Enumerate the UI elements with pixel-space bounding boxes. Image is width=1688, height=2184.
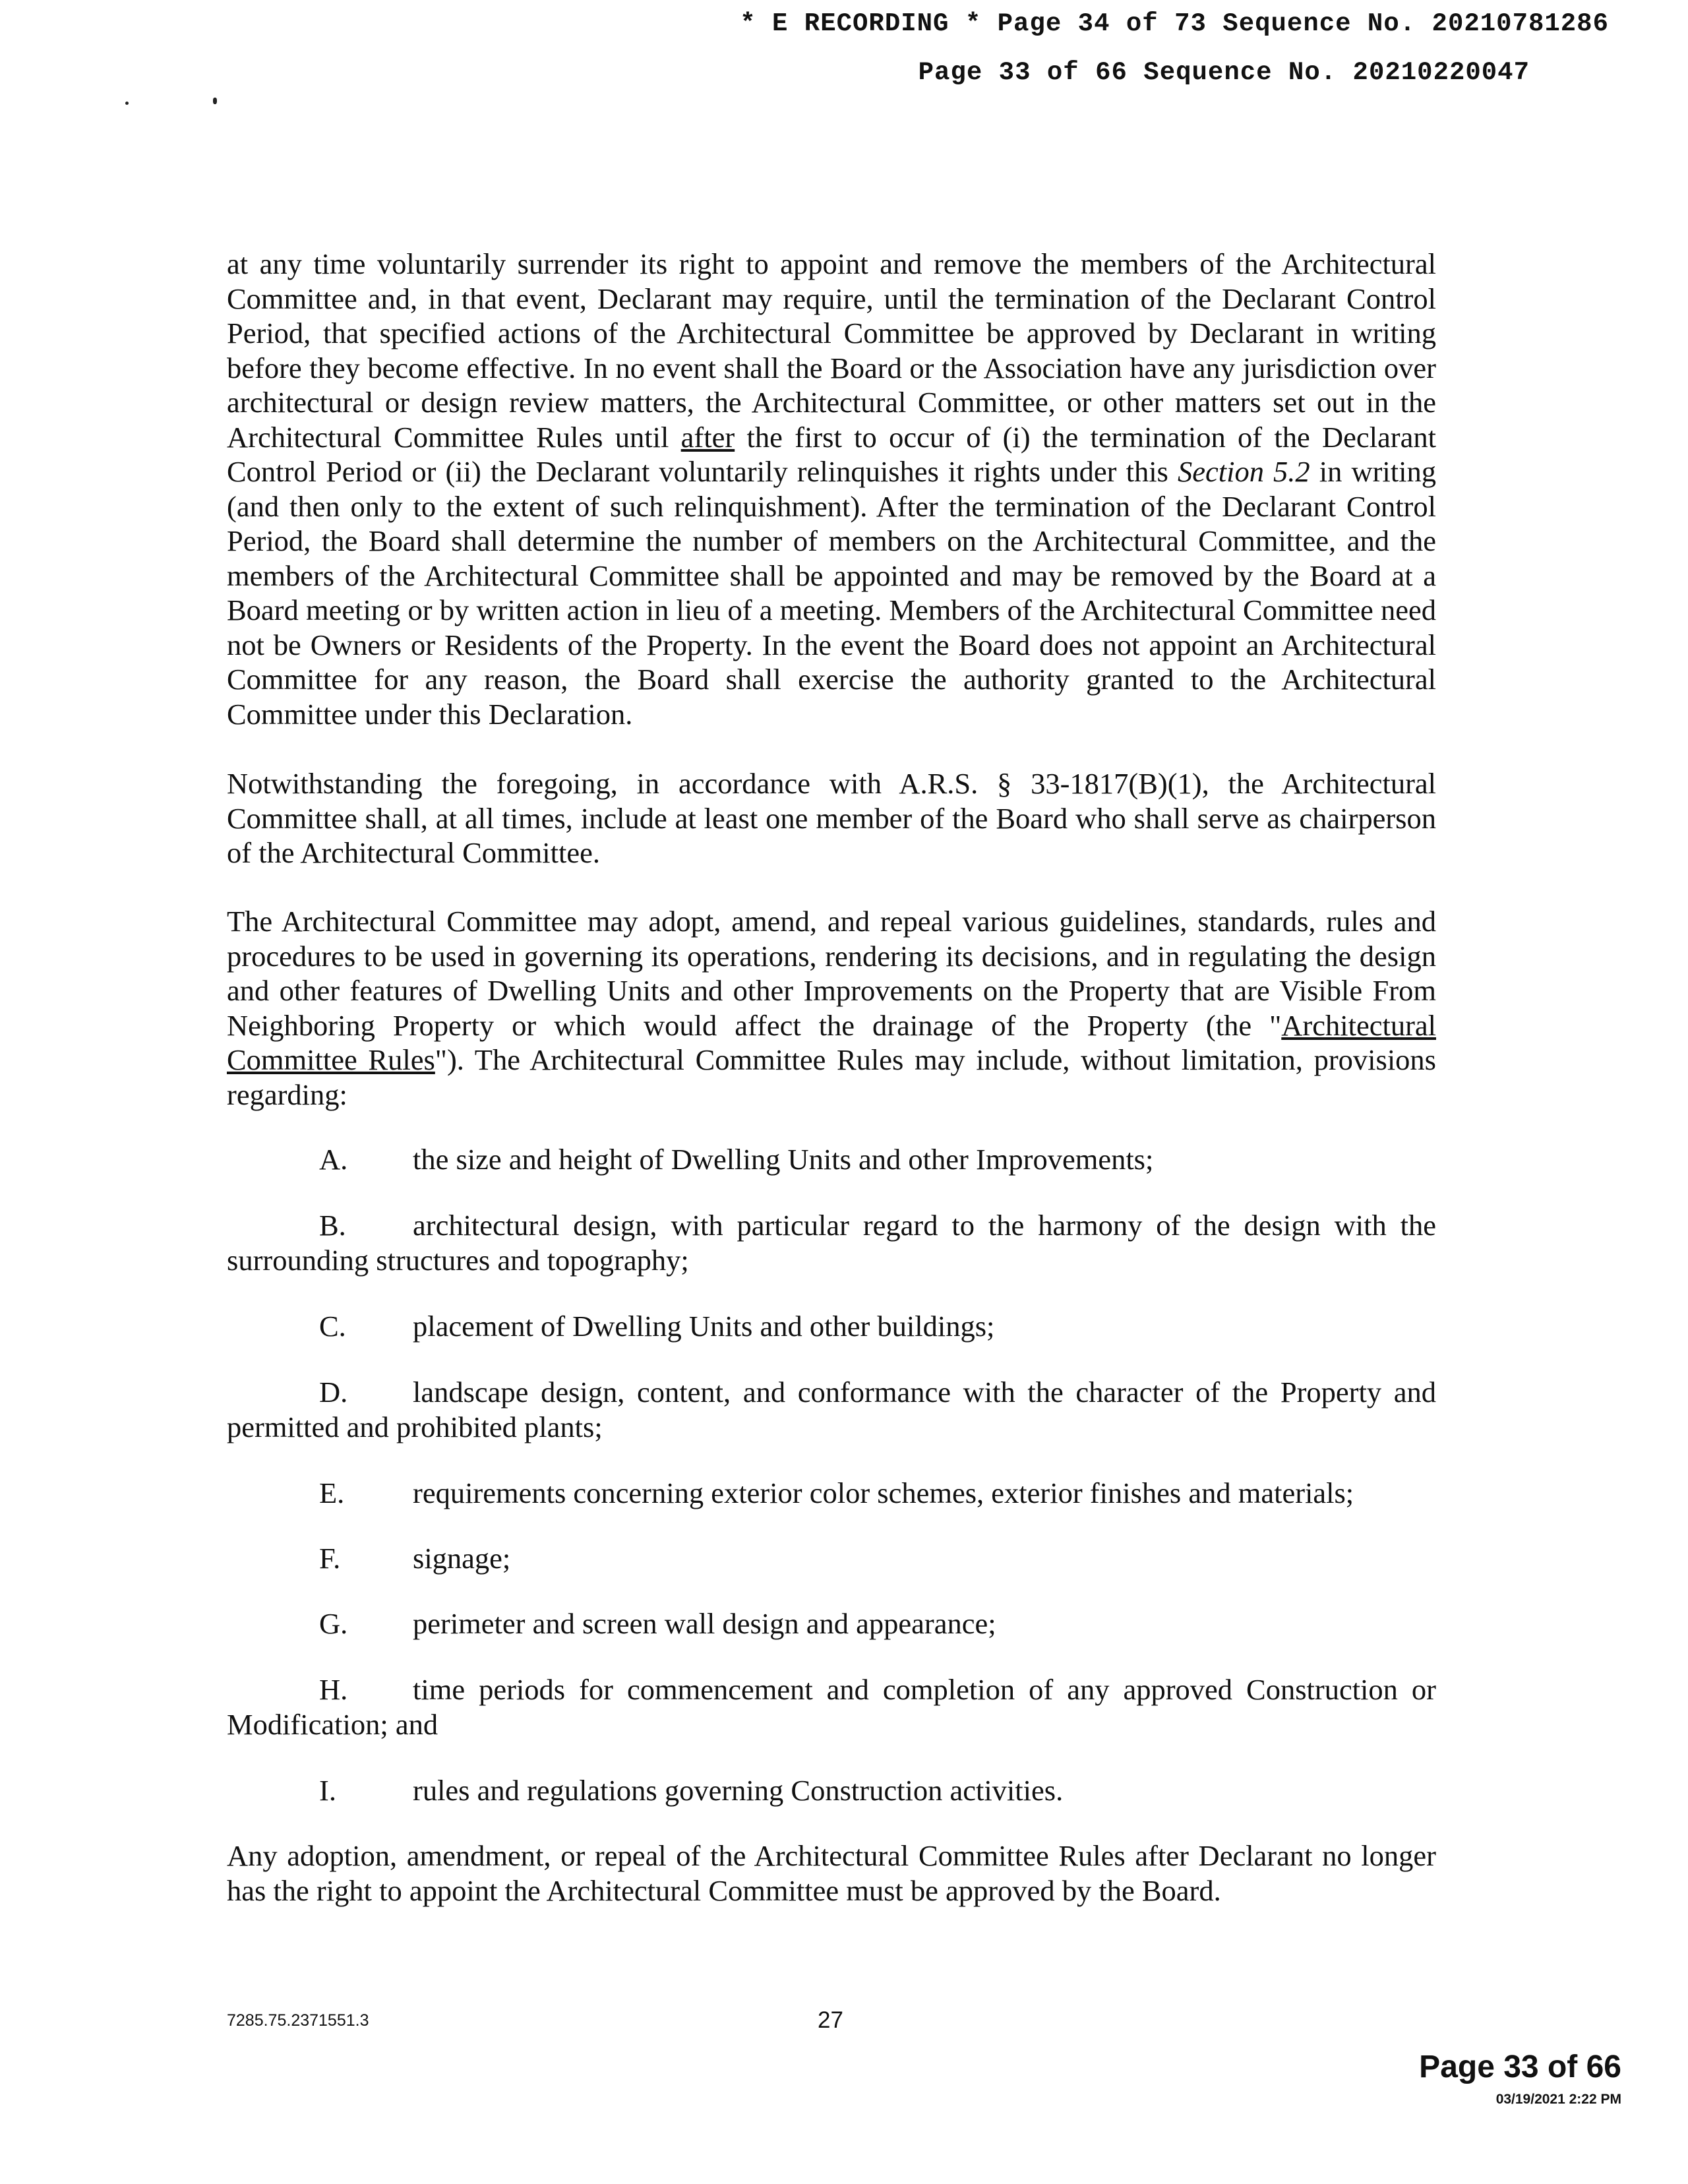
list-letter: H. [319, 1673, 348, 1706]
list-item [227, 1208, 1436, 1277]
underlined-term: after [680, 420, 735, 454]
list-text: requirements concerning exterior color schemes, exterior finishes and materials; [413, 1476, 1354, 1509]
list-item [227, 1672, 1436, 1742]
list-text: architectural design, with particular regard to the harmony of the design with the surrounding structures and topography; [227, 1209, 1436, 1277]
paragraph-text: The Architectural Committee may adopt, amend, and repeal various guidelines, standards, rules and procedures to be used in governing its operations, rendering its decisions, and in regulating the design and other features of Dwelling Units and other Improvements on the Property that are Visible From Neighboring Property or which would affect the drainage of the Property (the " [227, 905, 1436, 1042]
paragraph-board-approval: Any adoption, amendment, or repeal of the Architectural Committee Rules after Declarant no longer has the right to appoint the Architectural Committee must be approved by the Board. [227, 1839, 1436, 1907]
paragraph-committee-rules [227, 904, 1436, 1112]
list-text: placement of Dwelling Units and other buildings; [413, 1310, 995, 1343]
list-text: perimeter and screen wall design and appearance; [413, 1607, 996, 1640]
recording-datetime-stamp: 03/19/2021 2:22 PM [1495, 2092, 1621, 2107]
paragraph-ars-requirement: Notwithstanding the foregoing, in accordance with A.R.S. § 33-1817(B)(1), the Architectural Committee shall, at all times, include at least one member of the Board who shall serve as chairperson of the Architectural Committee. [227, 767, 1436, 869]
list-text: signage; [413, 1542, 511, 1575]
list-item [227, 1476, 1436, 1511]
list-item [227, 1309, 1436, 1344]
list-item [227, 1142, 1436, 1177]
scan-speck [125, 102, 129, 105]
section-reference: Section 5.2 [1177, 455, 1310, 488]
list-letter: B. [319, 1209, 346, 1242]
paragraph-text: the first to occur of (i) the termination of the Declarant Control Period or (ii) the Declarant voluntarily relinquishes it rights under this [227, 420, 1436, 488]
list-letter: E. [319, 1476, 345, 1509]
list-text: the size and height of Dwelling Units and other Improvements; [413, 1143, 1154, 1176]
list-letter: I. [319, 1774, 336, 1807]
paragraph-text: "). The Architectural Committee Rules may include, without limitation, provisions regarding: [227, 1043, 1436, 1111]
page-sequence-stamp: Page 33 of 66 Sequence No. 20210220047 [918, 58, 1530, 87]
list-letter: C. [319, 1310, 346, 1343]
paragraph-committee-appointment [227, 247, 1436, 731]
paragraph-text: at any time voluntarily surrender its right to appoint and remove the members of the Architectural Committee and, in that event, Declarant may require, until the termination of the Declarant Control Period, that specified actions of the Architectural Committee be approved by Declarant in writing before they become effective. In no event shall the Board or the Association have any jurisdiction over architectural or design review matters, the Architectural Committee, or other matters set out in the Architectural Committee Rules until [227, 247, 1436, 454]
list-item [227, 1375, 1436, 1444]
list-letter: G. [319, 1607, 348, 1640]
list-letter: F. [319, 1542, 341, 1575]
list-text: rules and regulations governing Construction activities. [413, 1774, 1064, 1807]
paragraph-text: in writing (and then only to the extent of such relinquishment). After the termination of the Declarant Control Period, the Board shall determine the number of members on the Architectural Committee, and the members of the Architectural Committee shall be appointed and may be removed by the Board at a Board meeting or by written action in lieu of a meeting. Members of the Architectural Committee need not be Owners or Residents of the Property. In the event the Board does not appoint an Architectural Committee for any reason, the Board shall exercise the authority granted to the Architectural Committee under this Declaration. [227, 455, 1437, 731]
recording-stamp: * E RECORDING * Page 34 of 73 Sequence No. 20210781286 [740, 9, 1609, 38]
page-number: 27 [818, 2007, 843, 2033]
list-item [227, 1606, 1436, 1641]
scan-speck [213, 98, 217, 104]
recording-page-stamp: Page 33 of 66 [1419, 2049, 1621, 2084]
list-letter: A. [319, 1143, 348, 1176]
list-item [227, 1541, 1436, 1576]
document-id: 7285.75.2371551.3 [227, 2011, 369, 2030]
list-text: landscape design, content, and conformance with the character of the Property and permitted and prohibited plants; [227, 1376, 1436, 1443]
list-text: time periods for commencement and completion of any approved Construction or Modification; and [227, 1673, 1436, 1741]
list-item [227, 1773, 1436, 1808]
list-letter: D. [319, 1376, 348, 1409]
defined-term: Architectural Committee Rules [227, 1008, 1436, 1076]
